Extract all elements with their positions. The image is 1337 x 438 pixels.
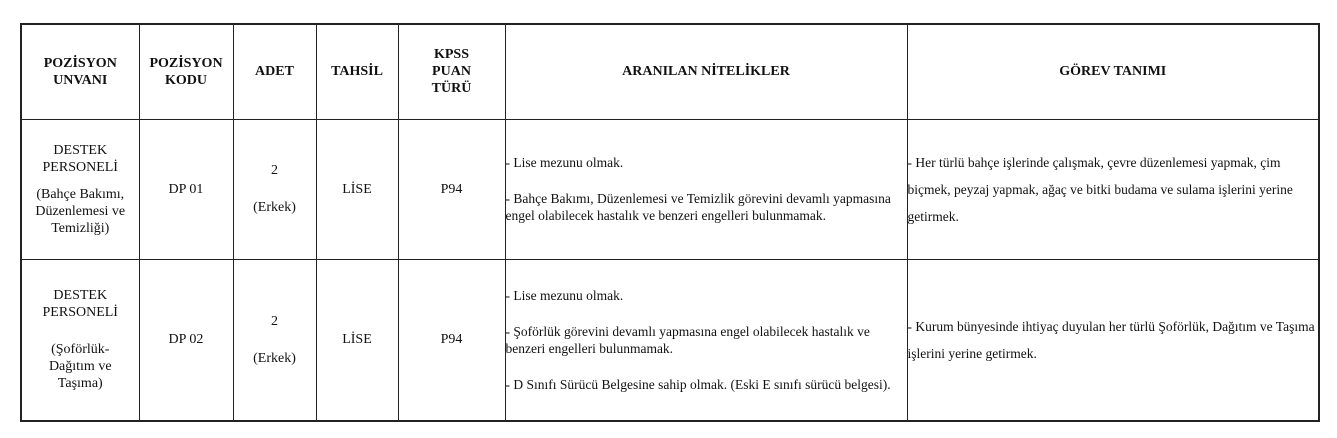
positions-table: [20, 23, 1320, 422]
pozisyon-kodu-cell: DP 01: [139, 119, 233, 259]
nitelikler-cell: [505, 119, 907, 259]
nitelik-item: - Lise mezunu olmak.: [505, 155, 624, 170]
adet-cell: 2 (Erkek): [233, 119, 316, 259]
header-aranilan-nitelikler: ARANILAN NİTELİKLER: [505, 24, 907, 119]
nitelikler-cell: [505, 259, 907, 421]
kpss-cell: P94: [398, 259, 505, 421]
pozisyon-unvani-cell: DESTEK PERSONELİ (Şoförlük- Dağıtım ve Taşıma): [21, 259, 139, 421]
table-row: [21, 119, 1319, 259]
header-pozisyon-kodu: POZİSYON KODU: [139, 24, 233, 119]
header-gorev-tanimi: GÖREV TANIMI: [907, 24, 1319, 119]
gorev-tanimi-cell: - Kurum bünyesinde ihtiyaç duyulan her türlü Şoförlük, Dağıtım ve Taşıma işlerini yerine getirmek.: [907, 259, 1319, 421]
header-kpss-puan-turu: KPSS PUAN TÜRÜ: [398, 24, 505, 119]
table-row: [21, 259, 1319, 421]
kpss-cell: P94: [398, 119, 505, 259]
gorev-tanimi-cell: - Her türlü bahçe işlerinde çalışmak, çevre düzenlemesi yapmak, çim biçmek, peyzaj yapmak, ağaç ve bitki budama ve sulama işlerini yerine getirmek.: [907, 119, 1319, 259]
tahsil-cell: LİSE: [316, 119, 398, 259]
pozisyon-unvani-cell: DESTEK PERSONELİ (Bahçe Bakımı, Düzenlemesi ve Temizliği): [21, 119, 139, 259]
header-adet: ADET: [233, 24, 316, 119]
header-row: [21, 24, 1319, 119]
nitelik-item: - Şoförlük görevini devamlı yapmasına engel olabilecek hastalık ve benzeri engelleri bulunmamak.: [505, 323, 870, 356]
nitelik-item: - Lise mezunu olmak.: [505, 287, 624, 303]
adet-cell: 2 (Erkek): [233, 259, 316, 421]
header-pozisyon-unvani: POZİSYON UNVANI: [21, 24, 139, 119]
nitelik-item: - Bahçe Bakımı, Düzenlemesi ve Temizlik görevini devamlı yapmasına engel olabilecek hastalık ve benzeri engelleri bulunmamak.: [505, 191, 891, 223]
nitelik-item: - D Sınıfı Sürücü Belgesine sahip olmak. (Eski E sınıfı sürücü belgesi).: [505, 376, 891, 392]
header-tahsil: TAHSİL: [316, 24, 398, 119]
pozisyon-kodu-cell: DP 02: [139, 259, 233, 421]
tahsil-cell: LİSE: [316, 259, 398, 421]
